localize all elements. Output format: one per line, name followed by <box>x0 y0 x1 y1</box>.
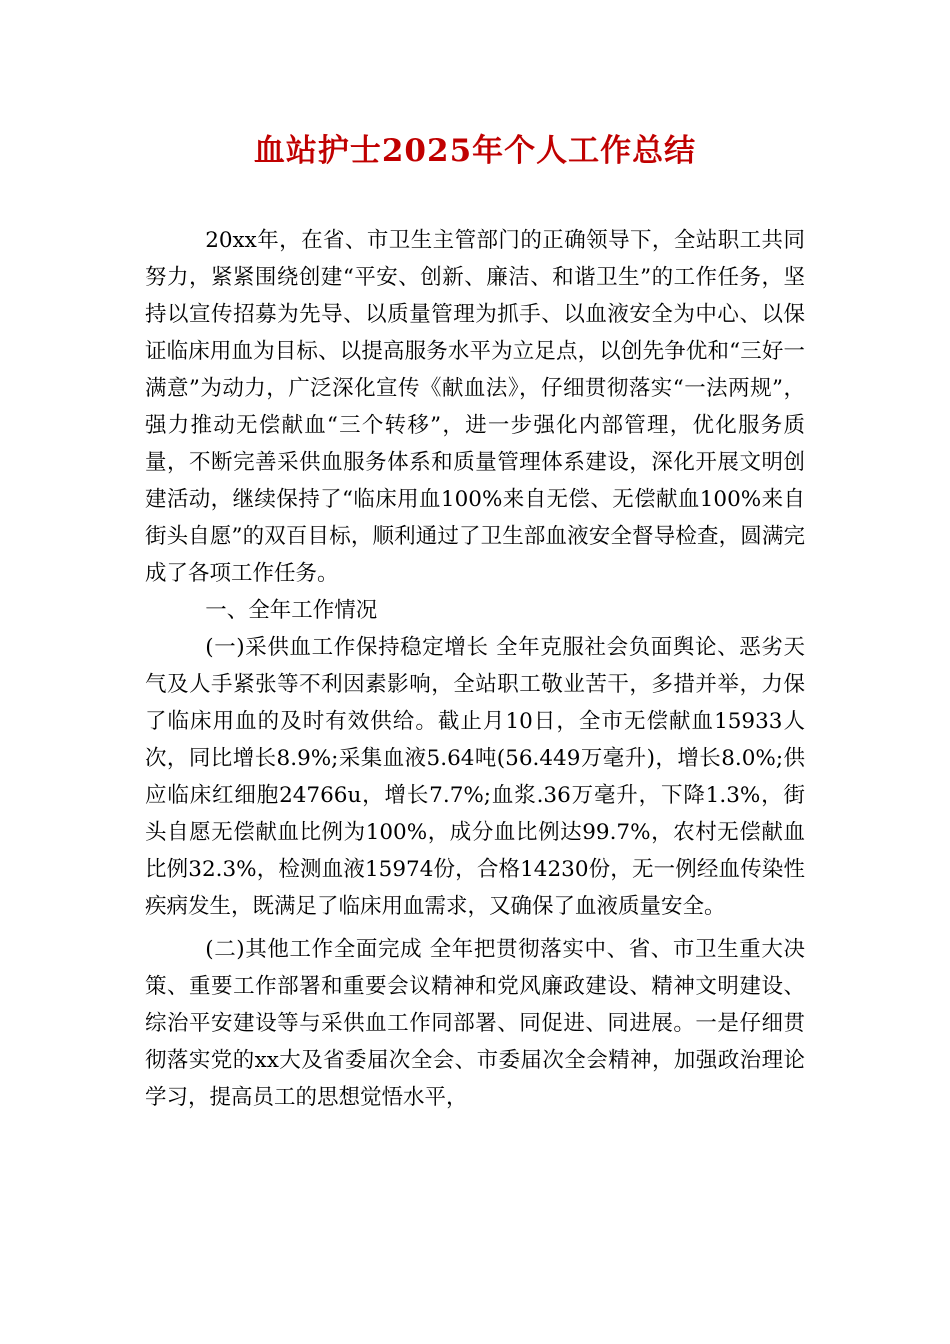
intro-paragraph: 20xx年，在省、市卫生主管部门的正确领导下，全站职工共同努力，紧紧围绕创建“平安、创新、廉洁、和谐卫生”的工作任务，坚持以宣传招募为先导、以质量管理为抓手、以血液安全为中心、以保证临床用血为目标、以提高服务水平为立足点，以创先争优和“三好一满意”为动力，广泛深化宣传《献血法》，仔细贯彻落实“一法两规”，强力推动无偿献血“三个转移”，进一步强化内部管理，优化服务质量，不断完善采供血服务体系和质量管理体系建设，深化开展文明创建活动，继续保持了“临床用血100%来自无偿、无偿献血100%来自街头自愿”的双百目标，顺利通过了卫生部血液安全督导检查，圆满完成了各项工作任务。 <box>145 228 805 586</box>
section-one-paragraph: (一)采供血工作保持稳定增长 全年克服社会负面舆论、恶劣天气及人手紧张等不利因素影响，全站职工敬业苦干，多措并举，力保了临床用血的及时有效供给。截止月10日，全市无偿献血15933人次，同比增长8.9%;采集血液5.64吨(56.449万毫升)，增长8.0%;供应临床红细胞24766u，增长7.7%;血浆.36万毫升，下降1.3%，街头自愿无偿献血比例为100%，成分血比例达99.7%，农村无偿献血比例32.3%，检测血液15974份，合格14230份，无一例经血传染性疾病发生，既满足了临床用血需求，又确保了血液质量安全。 <box>145 635 805 919</box>
document-title: 血站护士2025年个人工作总结 <box>253 133 697 169</box>
section-two-paragraph: (二)其他工作全面完成 全年把贯彻落实中、省、市卫生重大决策、重要工作部署和重要会议精神和党风廉政建设、精神文明建设、综治平安建设等与采供血工作同部署、同促进、同进展。一是仔细贯彻落实党的xx大及省委届次全会、市委届次全会精神，加强政治理论学习，提高员工的思想觉悟水平， <box>145 937 805 1110</box>
section-heading: 一、全年工作情况 <box>205 598 378 623</box>
document-body <box>145 222 805 1116</box>
